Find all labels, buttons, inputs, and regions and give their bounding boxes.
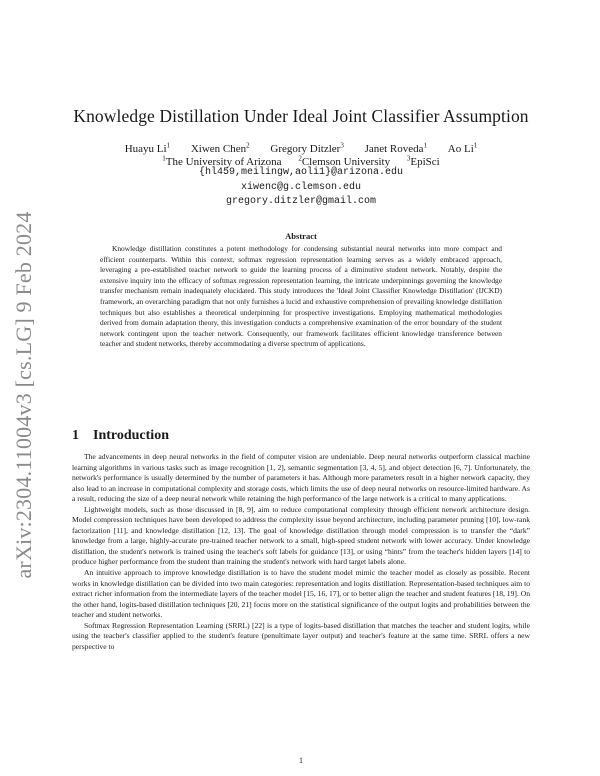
author-list bbox=[72, 141, 530, 155]
author: Gregory Ditzler$^3$ bbox=[270, 141, 344, 155]
paragraph: The advancements in deep neural networks in the field of computer vision are undeniable. Deep neural networks outperform classical machine learning algorithms in various tasks such as image recognition [1, 2], semantic segmentation [3, 4, 5], and object detection [6, 7]. Unfortunately, the network's performance is usually determined by the number of parameters it has. Although more parameters result in a higher network capacity, they also lead to an increase in computational complexity and storage costs, which limits the use of deep neural networks on resource-limited hardware. As a result, reducing the size of a deep neural network while retaining the high performance of the large network is a critical to many applications. bbox=[72, 452, 530, 504]
arxiv-identifier bbox=[10, 210, 38, 580]
affiliation: $^1$The University of Arizona bbox=[162, 154, 282, 168]
email-list bbox=[72, 166, 530, 210]
section-body bbox=[72, 452, 530, 652]
paragraph: Softmax Regression Representation Learning (SRRL) [22] is a type of logits-based distillation that matches the teacher and student logits, while using the teacher's classifier applied to the student's feature (penultimate layer output) and teacher's feature at the same time. SRRL offers a new perspective to bbox=[72, 620, 530, 651]
email: {hl459,meilingw,aoli1}@arizona.edu bbox=[198, 167, 404, 178]
email: gregory.ditzler@gmail.com bbox=[225, 196, 377, 207]
affiliation: $^2$Clemson University bbox=[298, 154, 391, 168]
page-number: 1 bbox=[299, 756, 303, 765]
author: Ao Li$^1$ bbox=[447, 141, 478, 155]
affiliation: $^3$EpiSci bbox=[406, 154, 440, 168]
paragraph: An intuitive approach to improve knowledge distillation is to have the student model mimic the teacher model as closely as possible. Recent works in knowledge distillation can be divided into two main categories: representation and logits distillation. Representation-based techniques aim to extract richer information from the intermediate layers of the teacher model [15, 16, 17], or to better align the teacher and student features [18, 19]. On the other hand, logits-based distillation techniques [20, 21] focus more on the statistical significance of the output logits and probabilities between the teacher and student networks. bbox=[72, 568, 530, 620]
section-heading bbox=[72, 428, 169, 444]
author: Huayu Li$^1$ bbox=[124, 141, 171, 155]
abstract-text: Knowledge distillation constitutes a potent methodology for condensing substantial neural networks into more compact and efficient counterparts. Within this context, softmax regression representation learning serves as a widely embraced approach, leveraging a pre-established teacher network to guide the learning process of a diminutive student network. Notably, despite the extensive inquiry into the efficacy of softmax regression representation learning, the intricate underpinnings governing the knowledge transfer mechanism remain inadequately elucidated. This study introduces the 'Ideal Joint Classifier Knowledge Distillation' (IJCKD) framework, an overarching paradigm that not only furnishes a lucid and exhaustive comprehension of prevailing knowledge distillation techniques but also establishes a theoretical underpinning for prospective investigations. Employing mathematical methodologies derived from domain adaptation theory, this investigation conducts a comprehensive examination of the error boundary of the student network contingent upon the teacher network. Consequently, our framework facilitates efficient knowledge transference between teacher and student networks, thereby accommodating a diverse spectrum of applications. bbox=[100, 244, 502, 349]
arxiv-id-text: arXiv:2304.11004v3 [cs.LG] 9 Feb 2024 bbox=[11, 211, 36, 579]
paper-title: Knowledge Distillation Under Ideal Joint Classifier Assumption bbox=[73, 106, 529, 126]
email: xiwenc@g.clemson.edu bbox=[240, 181, 362, 193]
section-number: 1 bbox=[72, 428, 79, 443]
paragraph: Lightweight models, such as those discussed in [8, 9], aim to reduce computational complexity through efficient network architecture design. Model compression techniques have been developed to address the complexity issue beyond architecture, including parameter pruning [10], low-rank factorization [11], and knowledge distillation [12, 13]. The goal of knowledge distillation through model compression is to transfer the “dark” knowledge from a large, highly-accurate pre-trained teacher network to a small, high-speed student network with lower accuracy. Under knowledge distillation, the student's network is trained using the teacher's soft labels for guidance [13], or using “hints” from the teacher's hidden layers [14] to produce higher performance from the student than training the student's network with hard target labels alone. bbox=[72, 504, 530, 567]
abstract-heading: Abstract bbox=[285, 231, 317, 241]
section-title: Introduction bbox=[93, 428, 169, 443]
author: Xiwen Chen$^2$ bbox=[190, 141, 250, 155]
author: Janet Roveda$^1$ bbox=[364, 141, 428, 155]
